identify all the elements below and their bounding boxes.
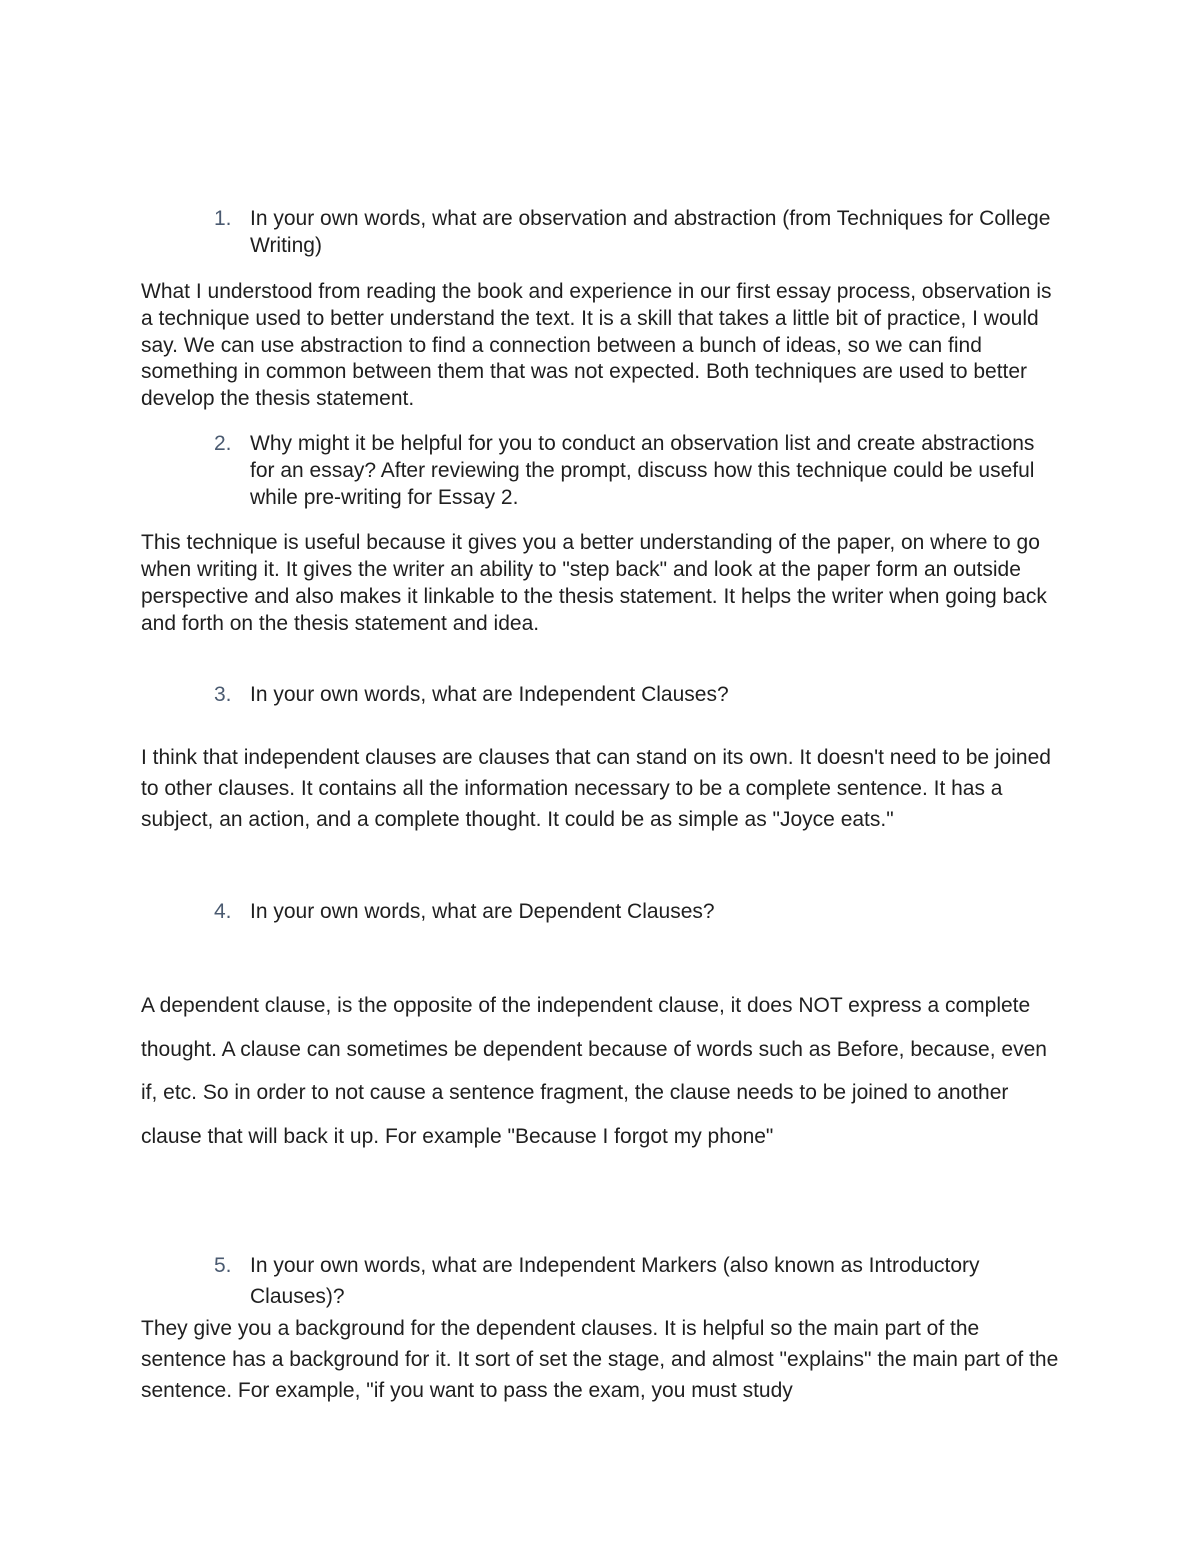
answer-5: They give you a background for the dependent clauses. It is helpful so the main part of the sentence has a background for it. It sort of set the stage, and almost "explains" the main part of the sentence. For example, "if you want to pass the exam, you must study [141,1317,1059,1402]
question-5 [214,1250,1054,1312]
question-text: In your own words, what are Dependent Clauses? [250,900,715,923]
question-3 [214,681,1054,708]
answer-1: What I understood from reading the book and experience in our first essay process, observation is a technique used to better understand the text. It is a skill that takes a little bit of practice, I would say. We can use abstraction to find a connection between a bunch of ideas, so we can find something in common between them that was not expected. Both techniques are used to better develop the thesis statement. [141,280,1052,411]
question-number: 1. [214,207,232,230]
answer-4: A dependent clause, is the opposite of the independent clause, it does NOT express a complete thought. A clause can sometimes be dependent because of words such as Before, because, even if, etc. So in order to not cause a sentence fragment, the clause needs to be joined to another clause that will back it up. For example "Because I forgot my phone" [141,994,1047,1148]
question-2 [214,430,1054,511]
question-4 [214,898,1054,925]
question-number: 5. [214,1254,232,1277]
answer-3: I think that independent clauses are clauses that can stand on its own. It doesn't need to be joined to other clauses. It contains all the information necessary to be a complete sentence. It has a subject, an action, and a complete thought. It could be as simple as "Joyce eats." [141,746,1051,831]
question-text: In your own words, what are Independent Markers (also known as Introductory Clauses)? [250,1254,980,1308]
question-1 [214,205,1054,259]
answer-2: This technique is useful because it gives you a better understanding of the paper, on where to go when writing it. It gives the writer an ability to "step back" and look at the paper form an outside perspective and also makes it linkable to the thesis statement. It helps the writer when going back and forth on the thesis statement and idea. [141,531,1047,635]
question-number: 2. [214,432,232,455]
question-number: 3. [214,683,232,706]
question-text: In your own words, what are observation and abstraction (from Techniques for College Writing) [250,207,1051,257]
question-text: In your own words, what are Independent Clauses? [250,683,729,706]
question-number: 4. [214,900,232,923]
question-text: Why might it be helpful for you to conduct an observation list and create abstractions for an essay? After reviewing the prompt, discuss how this technique could be useful while pre-writing for Essay 2. [250,432,1035,509]
